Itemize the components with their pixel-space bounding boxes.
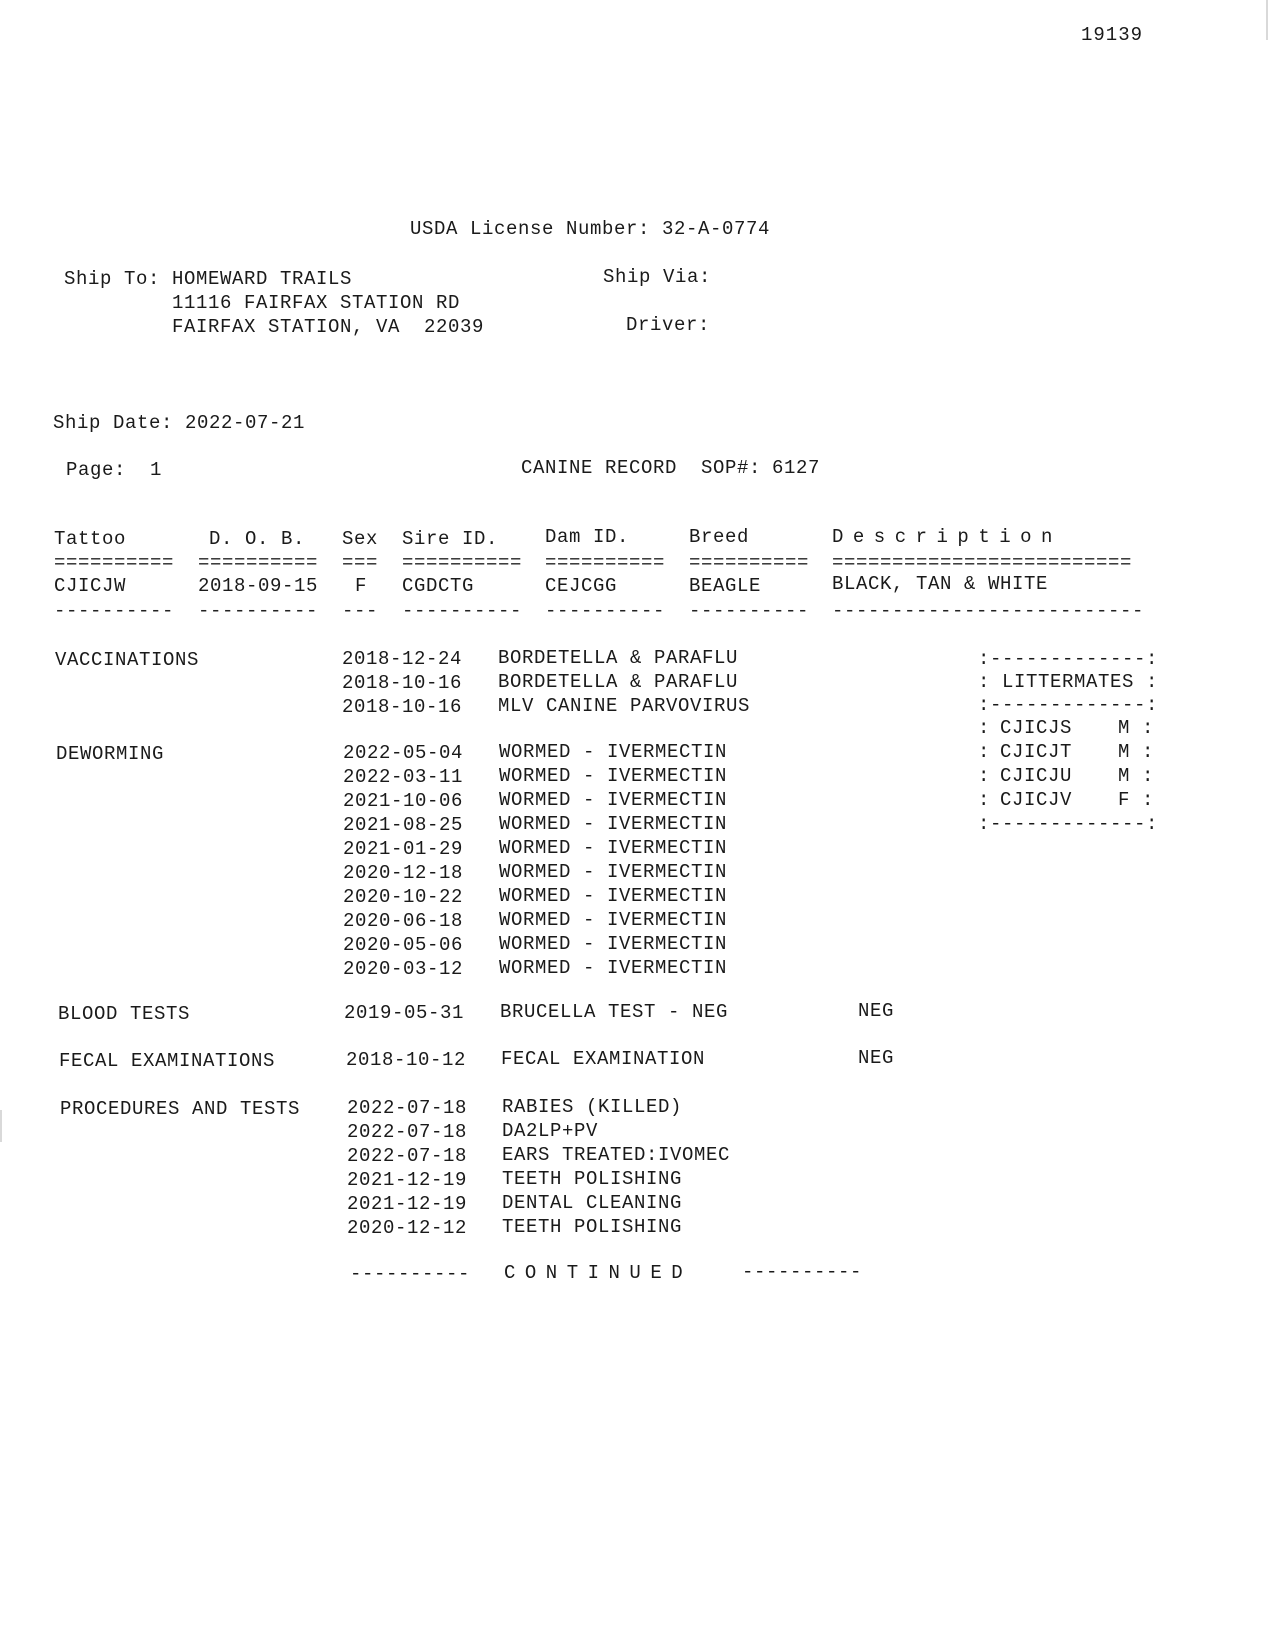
driver-label: Driver:: [626, 314, 711, 336]
deworming-date: 2020-03-12: [343, 958, 464, 980]
fecal-result: NEG: [858, 1047, 895, 1069]
ship-to-name: HOMEWARD TRAILS: [172, 268, 353, 290]
vaccination-date: 2018-10-16: [342, 672, 463, 694]
page-label: Page:: [66, 459, 127, 481]
scan-edge-mark: [1266, 0, 1268, 40]
procedure-date: 2022-07-18: [347, 1145, 468, 1167]
section-title-blood-tests: BLOOD TESTS: [58, 1003, 191, 1025]
procedure-date: 2020-12-12: [347, 1217, 468, 1239]
littermates-border-top: :-------------:: [978, 648, 1159, 670]
littermate-sex: M: [1118, 741, 1131, 763]
deworming-date: 2020-10-22: [343, 886, 464, 908]
deworming-item: WORMED - IVERMECTIN: [499, 813, 728, 835]
ship-via-label: Ship Via:: [603, 266, 712, 288]
deworming-item: WORMED - IVERMECTIN: [499, 765, 728, 787]
littermates-border-mid: :-------------:: [978, 694, 1159, 716]
header-breed: Breed: [689, 526, 750, 548]
deworming-item: WORMED - IVERMECTIN: [499, 909, 728, 931]
header-dam: Dam ID.: [545, 526, 630, 548]
littermate-sex: M: [1118, 765, 1131, 787]
sop-label: SOP#:: [701, 457, 762, 479]
animal-breed: BEAGLE: [689, 575, 762, 597]
littermates-border-bottom: :-------------:: [978, 813, 1159, 835]
littermate-left-colon: :: [978, 717, 991, 739]
section-title-vaccinations: VACCINATIONS: [55, 649, 200, 671]
row-underline-sire: ----------: [402, 604, 522, 618]
deworming-date: 2020-06-18: [343, 910, 464, 932]
vaccination-item: BORDETELLA & PARAFLU: [498, 647, 739, 669]
deworming-item: WORMED - IVERMECTIN: [499, 861, 728, 883]
row-underline-tattoo: ----------: [54, 604, 174, 618]
littermate-right-colon: :: [1142, 765, 1155, 787]
deworming-item: WORMED - IVERMECTIN: [499, 741, 728, 763]
procedure-item: EARS TREATED:IVOMEC: [502, 1144, 731, 1166]
littermate-left-colon: :: [978, 789, 991, 811]
blood-test-date: 2019-05-31: [344, 1002, 465, 1024]
littermate-right-colon: :: [1142, 789, 1155, 811]
header-dob: D. O. B.: [209, 528, 306, 550]
procedure-date: 2021-12-19: [347, 1193, 468, 1215]
animal-description: BLACK, TAN & WHITE: [832, 573, 1049, 595]
deworming-date: 2020-12-18: [343, 862, 464, 884]
record-title: CANINE RECORD: [521, 457, 678, 479]
row-underline-sex: ---: [342, 604, 379, 618]
header-underline-sire: ==========: [402, 556, 522, 570]
procedure-item: DENTAL CLEANING: [502, 1192, 683, 1214]
littermate-right-colon: :: [1142, 741, 1155, 763]
continued-label: CONTINUED: [504, 1262, 693, 1284]
littermate-id: CJICJV: [1000, 789, 1073, 811]
animal-tattoo: CJICJW: [54, 575, 127, 597]
deworming-date: 2021-10-06: [343, 790, 464, 812]
ship-to-street: 11116 FAIRFAX STATION RD: [172, 292, 461, 314]
deworming-item: WORMED - IVERMECTIN: [499, 957, 728, 979]
animal-dam: CEJCGG: [545, 575, 618, 597]
header-sire: Sire ID.: [402, 528, 499, 550]
fecal-date: 2018-10-12: [346, 1049, 467, 1071]
page-number: 1: [150, 459, 163, 481]
littermates-title: : LITTERMATES :: [978, 671, 1159, 693]
littermate-sex: F: [1118, 789, 1131, 811]
fecal-item: FECAL EXAMINATION: [501, 1048, 706, 1070]
deworming-date: 2020-05-06: [343, 934, 464, 956]
header-description: Description: [832, 526, 1062, 548]
procedure-item: TEETH POLISHING: [502, 1168, 683, 1190]
header-underline-breed: ==========: [689, 556, 809, 570]
procedure-date: 2021-12-19: [347, 1169, 468, 1191]
littermate-left-colon: :: [978, 741, 991, 763]
vaccination-item: BORDETELLA & PARAFLU: [498, 671, 739, 693]
row-underline-description: --------------------------: [832, 604, 1145, 618]
row-underline-breed: ----------: [689, 604, 809, 618]
row-underline-dam: ----------: [545, 604, 665, 618]
header-sex: Sex: [342, 528, 379, 550]
header-underline-dam: ==========: [545, 556, 665, 570]
section-title-procedures: PROCEDURES AND TESTS: [60, 1098, 301, 1120]
deworming-date: 2022-03-11: [343, 766, 464, 788]
ship-date-value: 2022-07-21: [185, 412, 306, 434]
header-tattoo: Tattoo: [54, 528, 127, 550]
blood-test-result: NEG: [858, 1000, 895, 1022]
deworming-date: 2022-05-04: [343, 742, 464, 764]
blood-test-item: BRUCELLA TEST - NEG: [500, 1001, 729, 1023]
scan-edge-mark: [0, 1110, 2, 1142]
ship-to-label: Ship To:: [64, 268, 161, 290]
littermate-left-colon: :: [978, 765, 991, 787]
license-number: 32-A-0774: [662, 218, 771, 240]
littermate-id: CJICJS: [1000, 717, 1073, 739]
header-underline-tattoo: ==========: [54, 556, 174, 570]
deworming-item: WORMED - IVERMECTIN: [499, 933, 728, 955]
animal-sex: F: [355, 575, 368, 597]
animal-sire: CGDCTG: [402, 575, 475, 597]
section-title-fecal: FECAL EXAMINATIONS: [59, 1050, 276, 1072]
ship-date-label: Ship Date:: [53, 412, 174, 434]
ship-to-city: FAIRFAX STATION, VA 22039: [172, 316, 485, 338]
procedure-date: 2022-07-18: [347, 1097, 468, 1119]
deworming-item: WORMED - IVERMECTIN: [499, 885, 728, 907]
littermate-right-colon: :: [1142, 717, 1155, 739]
littermate-id: CJICJU: [1000, 765, 1073, 787]
deworming-date: 2021-08-25: [343, 814, 464, 836]
row-underline-dob: ----------: [198, 604, 318, 618]
continued-left-dashes: ----------: [350, 1263, 471, 1285]
header-underline-dob: ==========: [198, 556, 318, 570]
vaccination-item: MLV CANINE PARVOVIRUS: [498, 695, 751, 717]
procedure-date: 2022-07-18: [347, 1121, 468, 1143]
procedure-item: DA2LP+PV: [502, 1120, 599, 1142]
procedure-item: RABIES (KILLED): [502, 1096, 683, 1118]
littermate-sex: M: [1118, 717, 1131, 739]
sop-number: 6127: [772, 457, 821, 479]
littermate-id: CJICJT: [1000, 741, 1073, 763]
deworming-item: WORMED - IVERMECTIN: [499, 789, 728, 811]
continued-right-dashes: ----------: [742, 1261, 863, 1283]
deworming-date: 2021-01-29: [343, 838, 464, 860]
vaccination-date: 2018-10-16: [342, 696, 463, 718]
license-label: USDA License Number:: [410, 218, 651, 240]
document-number: 19139: [1080, 24, 1143, 46]
header-underline-sex: ===: [342, 556, 379, 570]
animal-dob: 2018-09-15: [198, 575, 319, 597]
procedure-item: TEETH POLISHING: [502, 1216, 683, 1238]
header-underline-description: =========================: [832, 556, 1133, 570]
deworming-item: WORMED - IVERMECTIN: [499, 837, 728, 859]
section-title-deworming: DEWORMING: [56, 743, 165, 765]
vaccination-date: 2018-12-24: [342, 648, 463, 670]
